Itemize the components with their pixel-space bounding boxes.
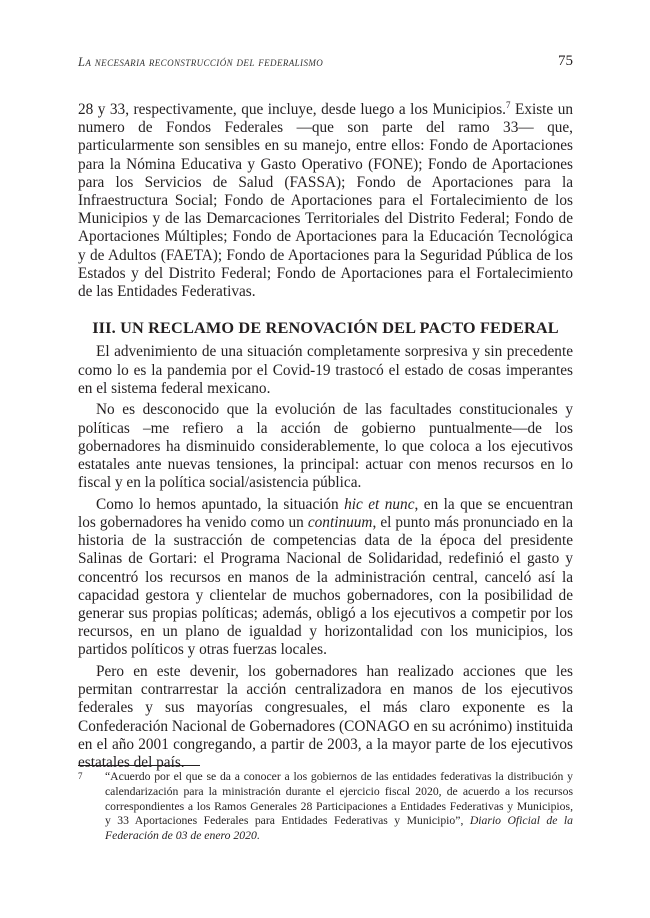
text-run: , el punto más pronunciado en la historia de la sustracción de competencias data de la época del presidente Salinas de Gortari: el Programa Nacional de Solidaridad, redefinió el gasto y concentró los recursos en manos de la administración central, canceló así la capacidad gestora y clientelar de muchos gobernadores, con la posibilidad de generar sus propias políticas; además, obligó a los ejecutivos a competir por los recursos, en un plano de igualdad y horizontalidad con los municipios, los partidos políticos y otras fuerzas locales. xyxy=(78,514,573,659)
paragraph: Pero en este devenir, los gobernadores han realizado acciones que les permitan contrarrestar la acción centralizadora en manos de los ejecutivos federales y sus mayorías congresuales, el más claro exponente es la Confederación Nacional de Gobernadores (CONAGO en su acrónimo) instituida en el año 2001 congregando, a partir de 2003, a la mayor parte de los ejecutivos estatales del país. xyxy=(78,663,573,772)
running-header xyxy=(78,53,573,71)
paragraph-continued xyxy=(78,101,573,301)
text-run: , en la que se encuentran los gobernadores ha venido como un xyxy=(78,495,573,532)
section-heading: III. UN RECLAMO DE RENOVACIÓN DEL PACTO FEDERAL xyxy=(92,318,559,338)
body-text xyxy=(78,101,573,772)
text-run: “Acuerdo por el que se da a conocer a los gobiernos de las entidades federativas la distribución y calendarización para la ministración durante el ejercicio fiscal 2020, de acuerdo a los recursos correspondientes a los Ramos Generales 28 Participaciones a Entidades Federativas y Municipios, y 33 Aportaciones Federales para Entidades Federativas y Municipio”, xyxy=(105,770,573,828)
footnote-source: Diario Oficial de la Federación de 03 de enero 2020 xyxy=(105,814,573,843)
text-run: . xyxy=(256,829,260,843)
italic-term: hic et nunc xyxy=(344,495,415,513)
paragraph-1-text-cont: Existe un numero de Fondos Federales —que son parte del ramo 33— que, particularmente son sensibles en su manejo, entre ellos: Fondo de Aportaciones para la Nómina Educativa y Gasto Operativo (FONE); Fondo de Aportaciones para los Servicios de Salud (FASSA); Fondo de Aportaciones para la Infraestructura Social; Fondo de Aportaciones para el Fortalecimiento de los Municipios y de las Demarcaciones Territoriales del Distrito Federal; Fondo de Aportaciones Múltiples; Fondo de Aportaciones para la Educación Tecnológica y de Adultos (FAETA); Fondo de Aportaciones para la Seguridad Pública de los Estados y del Distrito Federal; Fondo de Aportaciones para el Fortalecimiento de las Entidades Federativas. xyxy=(78,101,573,301)
paragraph-1-text: 28 y 33, respectivamente, que incluye, desde luego a los Municipios. xyxy=(78,101,506,118)
footnote-text xyxy=(105,770,573,844)
paragraph: No es desconocido que la evolución de las facultades constitucionales y políticas –me refiero a la acción de gobierno puntualmente—de los gobernadores ha disminuido considerablemente, lo que coloca a los ejecutivos estatales ante nuevas tensiones, la principal: actuar con menos recursos en lo fiscal y en la política social/asistencia pública. xyxy=(78,401,573,492)
paragraph: El advenimiento de una situación completamente sorpresiva y sin precedente como lo es la pandemia por el Covid-19 trastocó el estado de cosas imperantes en el sistema federal mexicano. xyxy=(78,343,573,397)
running-title: La necesaria reconstrucción del federalismo xyxy=(78,55,324,69)
italic-term: continuum xyxy=(307,514,373,532)
paragraph xyxy=(78,496,573,660)
footnote-number: 7 xyxy=(78,771,83,781)
footnote-reference: 7 xyxy=(506,99,511,110)
text-run: Como lo hemos apuntado, la situación xyxy=(96,495,345,513)
footnote-separator xyxy=(78,765,200,766)
footnote xyxy=(78,770,573,844)
page-number: 75 xyxy=(558,53,573,69)
